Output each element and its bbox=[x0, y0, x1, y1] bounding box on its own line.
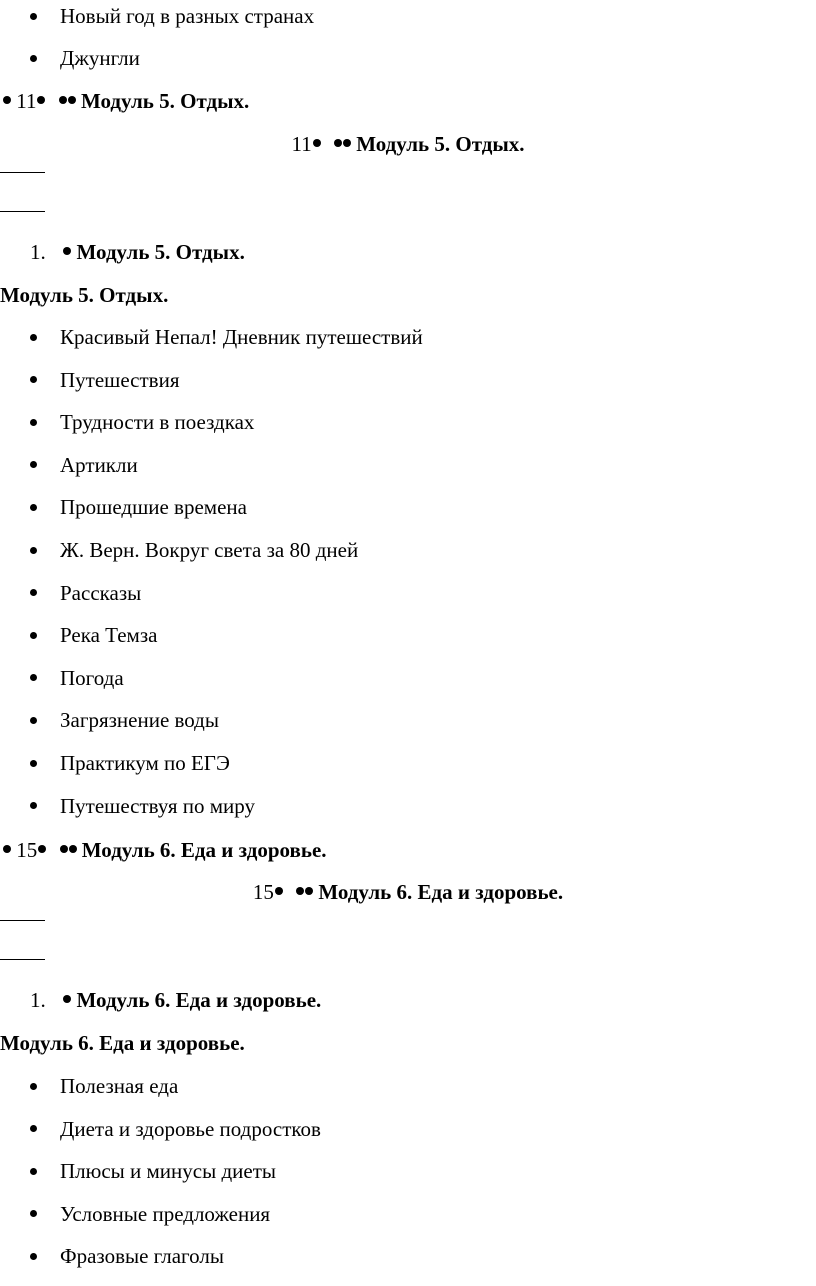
bullet-dot-icon bbox=[60, 845, 68, 853]
bullet-dot-icon bbox=[38, 845, 46, 853]
divider bbox=[0, 920, 45, 921]
bullet-dot-icon bbox=[30, 674, 37, 681]
list-item: Артикли bbox=[0, 453, 816, 477]
bullet-dot-icon bbox=[30, 717, 37, 724]
bullet-dot-icon bbox=[30, 760, 37, 767]
bullet-dot-icon bbox=[313, 139, 321, 147]
list-item: Прошедшие времена bbox=[0, 495, 816, 519]
list-item: Путешествуя по миру bbox=[0, 794, 816, 818]
bullet-dot-icon bbox=[30, 632, 37, 639]
bullet-dot-icon bbox=[30, 1168, 37, 1175]
list-item: Плюсы и минусы диеты bbox=[0, 1159, 816, 1183]
divider bbox=[0, 172, 45, 173]
bullet-dot-icon bbox=[305, 887, 313, 895]
bullet-dot-icon bbox=[30, 55, 37, 62]
bullet-dot-icon bbox=[30, 589, 37, 596]
module6-toc-entry: 15 Модуль 6. Еда и здоровье. bbox=[3, 838, 816, 862]
bullet-dot-icon bbox=[68, 96, 76, 104]
bullet-dot-icon bbox=[30, 547, 37, 554]
bullet-dot-icon bbox=[30, 13, 37, 20]
bullet-dot-icon bbox=[30, 1253, 37, 1260]
list-item: Диета и здоровье подростков bbox=[0, 1117, 816, 1141]
bullet-dot-icon bbox=[343, 139, 351, 147]
bullet-dot-icon bbox=[37, 96, 45, 104]
list-item: Новый год в разных странах bbox=[0, 4, 816, 28]
module5-numbered-entry: 1. Модуль 5. Отдых. bbox=[30, 240, 245, 264]
list-item: Фразовые глаголы bbox=[0, 1244, 816, 1268]
bullet-dot-icon bbox=[30, 1083, 37, 1090]
bullet-dot-icon bbox=[63, 995, 71, 1003]
list-item: Джунгли bbox=[0, 46, 816, 70]
bullet-dot-icon bbox=[30, 1210, 37, 1217]
bullet-dot-icon bbox=[30, 1125, 37, 1132]
bullet-dot-icon bbox=[30, 419, 37, 426]
divider bbox=[0, 211, 45, 212]
list-item: Красивый Непал! Дневник путешествий bbox=[0, 325, 816, 349]
bullet-dot-icon bbox=[63, 247, 71, 255]
list-item: Условные предложения bbox=[0, 1202, 816, 1226]
bullet-dot-icon bbox=[30, 504, 37, 511]
list-item: Практикум по ЕГЭ bbox=[0, 751, 816, 775]
module6-heading: Модуль 6. Еда и здоровье. bbox=[0, 1031, 245, 1055]
bullet-dot-icon bbox=[30, 334, 37, 341]
divider bbox=[0, 959, 45, 960]
bullet-dot-icon bbox=[30, 802, 37, 809]
bullet-dot-icon bbox=[296, 887, 304, 895]
bullet-dot-icon bbox=[334, 139, 342, 147]
list-item: Ж. Верн. Вокруг света за 80 дней bbox=[0, 538, 816, 562]
list-item: Рассказы bbox=[0, 581, 816, 605]
module5-toc-entry: 11 Модуль 5. Отдых. bbox=[3, 89, 816, 113]
module5-heading: Модуль 5. Отдых. bbox=[0, 283, 169, 307]
bullet-dot-icon bbox=[3, 845, 11, 853]
bullet-dot-icon bbox=[30, 376, 37, 383]
module6-numbered-entry: 1. Модуль 6. Еда и здоровье. bbox=[30, 988, 322, 1012]
bullet-dot-icon bbox=[69, 845, 77, 853]
list-item: Загрязнение воды bbox=[0, 708, 816, 732]
list-item: Река Темза bbox=[0, 623, 816, 647]
module5-centered-heading: 11 Модуль 5. Отдых. bbox=[291, 132, 525, 156]
list-item: Путешествия bbox=[0, 368, 816, 392]
module6-centered-heading: 15 Модуль 6. Еда и здоровье. bbox=[252, 880, 564, 904]
bullet-dot-icon bbox=[59, 96, 67, 104]
bullet-dot-icon bbox=[3, 96, 11, 104]
list-item: Полезная еда bbox=[0, 1074, 816, 1098]
list-item: Погода bbox=[0, 666, 816, 690]
list-item: Трудности в поездках bbox=[0, 410, 816, 434]
bullet-dot-icon bbox=[275, 887, 283, 895]
bullet-dot-icon bbox=[30, 461, 37, 468]
